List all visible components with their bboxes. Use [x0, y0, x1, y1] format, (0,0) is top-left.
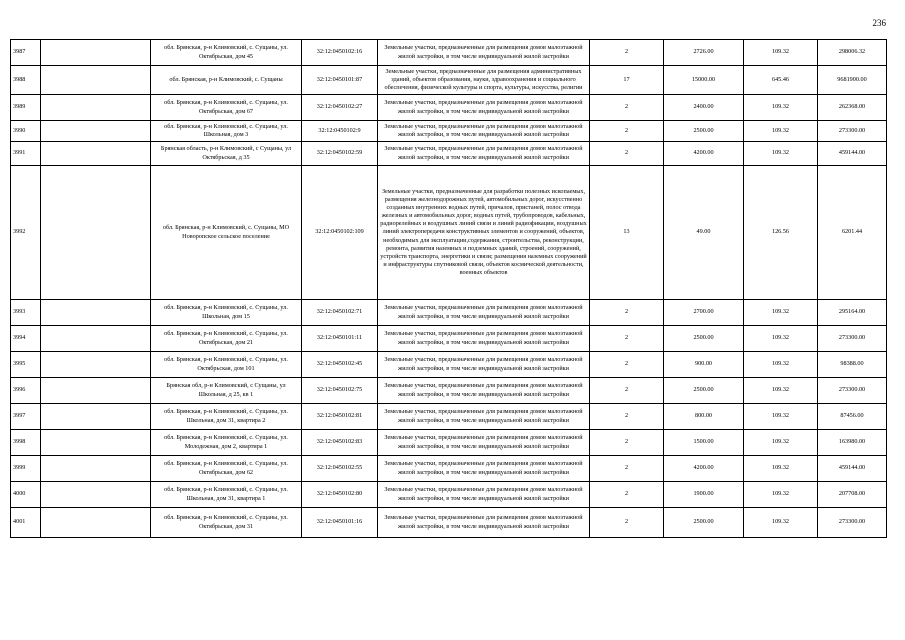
blank-cell [41, 378, 151, 404]
land-use-cell: Земельные участки, предназначенные для размещения домов малоэтажной жилой застройки, в том числе индивидуальной жилой застройки [378, 482, 590, 508]
area-cell: 2500.00 [664, 508, 744, 538]
row-number-cell: 3989 [11, 95, 41, 121]
address-cell: обл. Брянская, р-н Климовский, с. Сущаны, ул. Школьная, дом 31, квартира 2 [151, 404, 302, 430]
cadastral-value-cell: 6201.44 [818, 166, 887, 300]
land-use-cell: Земельные участки, предназначенные для размещения домов малоэтажной жилой застройки, в том числе индивидуальной жилой застройки [378, 326, 590, 352]
use-group-cell: 17 [590, 66, 664, 95]
cadastral-value-cell: 273300.00 [818, 326, 887, 352]
area-cell: 1900.00 [664, 482, 744, 508]
specific-value-cell: 109.32 [744, 352, 818, 378]
address-cell: обл. Брянская, р-н Климовский, с. Сущаны, ул. Октябрьская, дом 31 [151, 508, 302, 538]
specific-value-cell: 645.46 [744, 66, 818, 95]
table-row [11, 508, 887, 538]
area-cell: 15000.00 [664, 66, 744, 95]
address-cell: обл. Брянская, р-н Климовский, с. Сущаны, ул. Школьная, дом 31, квартира 1 [151, 482, 302, 508]
use-group-cell: 2 [590, 482, 664, 508]
cadastral-value-cell: 273300.00 [818, 508, 887, 538]
row-number-cell: 3995 [11, 352, 41, 378]
cadastral-number-cell: 32:12:0450102:45 [302, 352, 378, 378]
row-number-cell: 3994 [11, 326, 41, 352]
area-cell: 4200.00 [664, 142, 744, 166]
table-row [11, 404, 887, 430]
area-cell: 2700.00 [664, 300, 744, 326]
land-use-cell: Земельные участки, предназначенные для размещения домов малоэтажной жилой застройки, в том числе индивидуальной жилой застройки [378, 508, 590, 538]
row-number-cell: 3993 [11, 300, 41, 326]
area-cell: 2400.00 [664, 95, 744, 121]
cadastral-number-cell: 32:12:0450102:109 [302, 166, 378, 300]
row-number-cell: 3999 [11, 456, 41, 482]
cadastral-value-cell: 163980.00 [818, 430, 887, 456]
address-cell: обл. Брянская, р-н Климовский, с. Сущаны, ул. Октябрьская, дом 21 [151, 326, 302, 352]
area-cell: 2500.00 [664, 121, 744, 142]
row-number-cell: 3990 [11, 121, 41, 142]
use-group-cell: 2 [590, 378, 664, 404]
cadastral-value-cell: 459144.00 [818, 142, 887, 166]
row-number-cell: 4000 [11, 482, 41, 508]
table-row [11, 95, 887, 121]
address-cell: обл. Брянская, р-н Климовский, с. Сущаны [151, 66, 302, 95]
specific-value-cell: 109.32 [744, 456, 818, 482]
cadastral-value-cell: 207708.00 [818, 482, 887, 508]
row-number-cell: 3997 [11, 404, 41, 430]
area-cell: 1500.00 [664, 430, 744, 456]
specific-value-cell: 109.32 [744, 404, 818, 430]
row-number-cell: 3996 [11, 378, 41, 404]
specific-value-cell: 109.32 [744, 508, 818, 538]
land-use-cell: Земельные участки, предназначенные для разработки полезных ископаемых, размещения железнодорожных путей, автомобильных дорог, искусственно созданных внутренних водных путей, причалов, пристаней, полос отвода железных и автомобильных дорог, водных путей, трубопроводов, кабельных, радиорелейных и воздушных линий связи и линий радиофикации, воздушных линий электропередачи конструктивных элементов и сооружений, объектов, необходимых для эксплуатации,содержания, строительства, реконструкции, ремонта, развития наземных и подземных зданий, строений, сооружений, устройств транспорта, энергетики и связи; размещения наземных сооружений и инфраструктуры спутниковой связи, объектов космической деятельности, военных объектов [378, 166, 590, 300]
use-group-cell: 2 [590, 40, 664, 66]
area-cell: 2726.00 [664, 40, 744, 66]
use-group-cell: 2 [590, 95, 664, 121]
cadastral-value-cell: 87456.00 [818, 404, 887, 430]
cadastral-number-cell: 32:12:0450101:87 [302, 66, 378, 95]
specific-value-cell: 109.32 [744, 326, 818, 352]
cadastral-number-cell: 32:12:0450102:75 [302, 378, 378, 404]
area-cell: 2500.00 [664, 378, 744, 404]
row-number-cell: 4001 [11, 508, 41, 538]
area-cell: 800.00 [664, 404, 744, 430]
area-cell: 4200.00 [664, 456, 744, 482]
address-cell: Брянская обл, р-н Климовский, с Сущаны, ул Школьная, д 25, кв 1 [151, 378, 302, 404]
area-cell: 49.00 [664, 166, 744, 300]
cadastral-value-cell: 9681900.00 [818, 66, 887, 95]
cadastral-value-cell: 273300.00 [818, 378, 887, 404]
use-group-cell: 2 [590, 404, 664, 430]
use-group-cell: 2 [590, 508, 664, 538]
address-cell: обл. Брянская, р-н Климовский, с. Сущаны, ул. Октябрьская, дом 45 [151, 40, 302, 66]
cadastral-number-cell: 32:12:0450102:81 [302, 404, 378, 430]
specific-value-cell: 109.32 [744, 95, 818, 121]
row-number-cell: 3991 [11, 142, 41, 166]
row-number-cell: 3988 [11, 66, 41, 95]
table-row [11, 40, 887, 66]
specific-value-cell: 109.32 [744, 300, 818, 326]
specific-value-cell: 109.32 [744, 121, 818, 142]
cadastral-number-cell: 32:12:0450102:9 [302, 121, 378, 142]
cadastral-number-cell: 32:12:0450101:11 [302, 326, 378, 352]
blank-cell [41, 40, 151, 66]
specific-value-cell: 109.32 [744, 430, 818, 456]
use-group-cell: 13 [590, 166, 664, 300]
use-group-cell: 2 [590, 121, 664, 142]
row-number-cell: 3992 [11, 166, 41, 300]
address-cell: Брянская область, р-н Климовский, с Сущаны, ул Октябрьская, д 35 [151, 142, 302, 166]
row-number-cell: 3998 [11, 430, 41, 456]
specific-value-cell: 126.56 [744, 166, 818, 300]
row-number-cell: 3987 [11, 40, 41, 66]
address-cell: обл. Брянская, р-н Климовский, с. Сущаны, ул. Школьная, дом 15 [151, 300, 302, 326]
blank-cell [41, 508, 151, 538]
table-row [11, 166, 887, 300]
blank-cell [41, 482, 151, 508]
use-group-cell: 2 [590, 456, 664, 482]
table-row [11, 430, 887, 456]
area-cell: 2500.00 [664, 326, 744, 352]
table-row [11, 456, 887, 482]
blank-cell [41, 121, 151, 142]
table-row [11, 300, 887, 326]
blank-cell [41, 142, 151, 166]
specific-value-cell: 109.32 [744, 40, 818, 66]
land-use-cell: Земельные участки, предназначенные для размещения административных зданий, объектов образования, науки, здравоохранения и социального обеспечения, физической культуры и спорта, культуры, искусства, религии [378, 66, 590, 95]
blank-cell [41, 95, 151, 121]
cadastral-number-cell: 32:12:0450102:80 [302, 482, 378, 508]
cadastral-value-cell: 273300.00 [818, 121, 887, 142]
address-cell: обл. Брянская, р-н Климовский, с. Сущаны, МО Новоропское сельское поселение [151, 166, 302, 300]
use-group-cell: 2 [590, 142, 664, 166]
cadastral-value-cell: 298006.32 [818, 40, 887, 66]
address-cell: обл. Брянская, р-н Климовский, с. Сущаны, ул. Школьная, дом 3 [151, 121, 302, 142]
address-cell: обл. Брянская, р-н Климовский, с. Сущаны, ул. Октябрьская, дом 67 [151, 95, 302, 121]
table-row [11, 352, 887, 378]
land-use-cell: Земельные участки, предназначенные для размещения домов малоэтажной жилой застройки, в том числе индивидуальной жилой застройки [378, 40, 590, 66]
address-cell: обл. Брянская, р-н Климовский, с. Сущаны, ул. Октябрьская, дом 101 [151, 352, 302, 378]
land-use-cell: Земельные участки, предназначенные для размещения домов малоэтажной жилой застройки, в том числе индивидуальной жилой застройки [378, 352, 590, 378]
blank-cell [41, 404, 151, 430]
table-row [11, 326, 887, 352]
area-cell: 900.00 [664, 352, 744, 378]
specific-value-cell: 109.32 [744, 482, 818, 508]
cadastral-value-cell: 98388.00 [818, 352, 887, 378]
table-row [11, 66, 887, 95]
address-cell: обл. Брянская, р-н Климовский, с. Сущаны, ул. Октябрьская, дом 62 [151, 456, 302, 482]
land-use-cell: Земельные участки, предназначенные для размещения домов малоэтажной жилой застройки, в том числе индивидуальной жилой застройки [378, 404, 590, 430]
cadastral-number-cell: 32:12:0450102:27 [302, 95, 378, 121]
table-row [11, 482, 887, 508]
page-number: 236 [872, 18, 886, 28]
specific-value-cell: 109.32 [744, 378, 818, 404]
land-registry-table [10, 39, 887, 538]
land-use-cell: Земельные участки, предназначенные для размещения домов малоэтажной жилой застройки, в том числе индивидуальной жилой застройки [378, 142, 590, 166]
specific-value-cell: 109.32 [744, 142, 818, 166]
cadastral-number-cell: 32:12:0450102:83 [302, 430, 378, 456]
blank-cell [41, 326, 151, 352]
blank-cell [41, 430, 151, 456]
blank-cell [41, 456, 151, 482]
cadastral-value-cell: 295164.00 [818, 300, 887, 326]
use-group-cell: 2 [590, 326, 664, 352]
cadastral-number-cell: 32:12:0450102:59 [302, 142, 378, 166]
blank-cell [41, 166, 151, 300]
land-use-cell: Земельные участки, предназначенные для размещения домов малоэтажной жилой застройки, в том числе индивидуальной жилой застройки [378, 300, 590, 326]
address-cell: обл. Брянская, р-н Климовский, с. Сущаны, ул. Молодежная, дом 2, квартира 1 [151, 430, 302, 456]
use-group-cell: 2 [590, 430, 664, 456]
land-use-cell: Земельные участки, предназначенные для размещения домов малоэтажной жилой застройки, в том числе индивидуальной жилой застройки [378, 95, 590, 121]
table-row [11, 121, 887, 142]
land-use-cell: Земельные участки, предназначенные для размещения домов малоэтажной жилой застройки, в том числе индивидуальной жилой застройки [378, 378, 590, 404]
table-row [11, 142, 887, 166]
table-row [11, 378, 887, 404]
cadastral-number-cell: 32:12:0450101:16 [302, 508, 378, 538]
use-group-cell: 2 [590, 300, 664, 326]
blank-cell [41, 300, 151, 326]
cadastral-number-cell: 32:12:0450102:16 [302, 40, 378, 66]
blank-cell [41, 352, 151, 378]
land-use-cell: Земельные участки, предназначенные для размещения домов малоэтажной жилой застройки, в том числе индивидуальной жилой застройки [378, 121, 590, 142]
cadastral-value-cell: 262368.00 [818, 95, 887, 121]
cadastral-number-cell: 32:12:0450102:71 [302, 300, 378, 326]
land-use-cell: Земельные участки, предназначенные для размещения домов малоэтажной жилой застройки, в том числе индивидуальной жилой застройки [378, 456, 590, 482]
land-use-cell: Земельные участки, предназначенные для размещения домов малоэтажной жилой застройки, в том числе индивидуальной жилой застройки [378, 430, 590, 456]
cadastral-number-cell: 32:12:0450102:55 [302, 456, 378, 482]
cadastral-value-cell: 459144.00 [818, 456, 887, 482]
blank-cell [41, 66, 151, 95]
use-group-cell: 2 [590, 352, 664, 378]
